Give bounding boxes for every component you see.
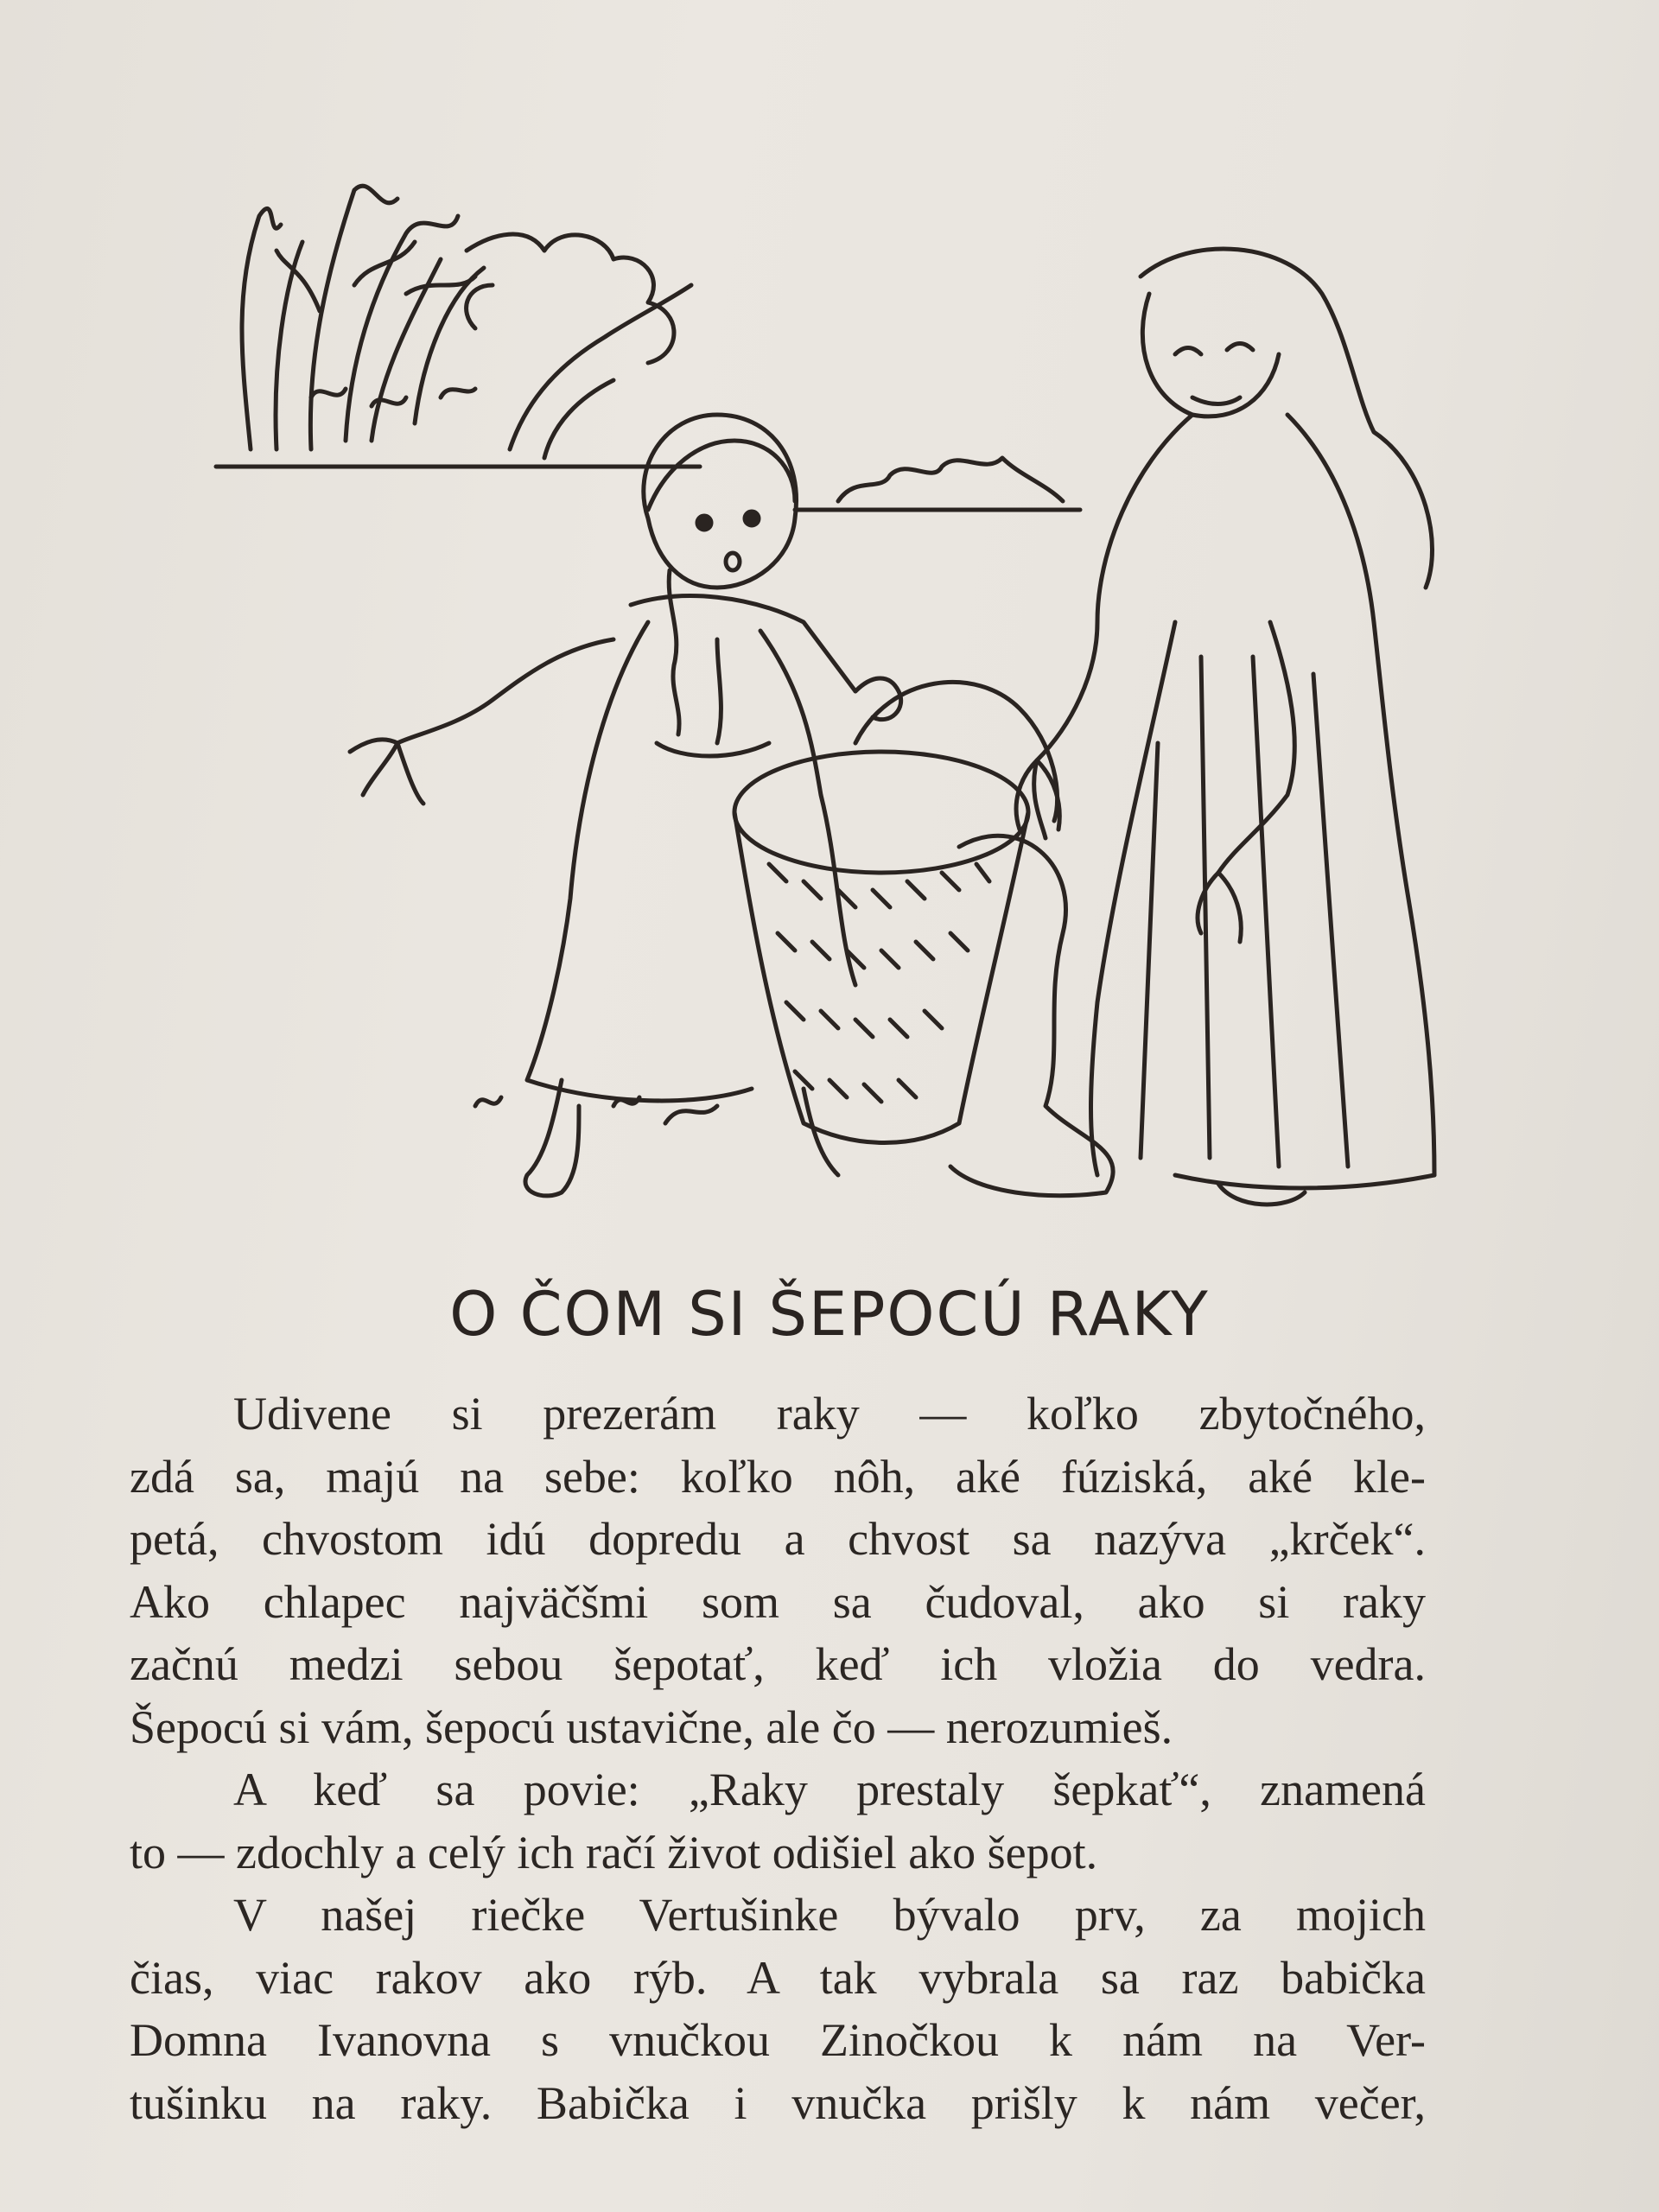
text-line: Domna Ivanovna s vnučkou Zinočkou k nám na Ver- (130, 2014, 1426, 2066)
text-line: Šepocú si vám, šepocú ustavične, ale čo — nerozumieš. (130, 1700, 1173, 1753)
text-line: zdá sa, majú na sebe: koľko nôh, aké fúziská, aké kle- (130, 1450, 1426, 1503)
trees-icon (216, 186, 700, 467)
text-line: to — zdochly a celý ich račí život odišiel ako šepot. (130, 1826, 1098, 1878)
illustration-girl-and-grandmother (199, 138, 1460, 1227)
text-line: A keď sa povie: „Raky prestaly šepkať“, znamená (233, 1764, 1426, 1815)
text-line: Ako chlapec najväčšmi som sa čudoval, ako si raky (130, 1575, 1426, 1628)
text-line: čias, viac rakov ako rýb. A tak vybrala sa raz babička (130, 1951, 1426, 2004)
girl-figure (350, 415, 901, 1196)
chapter-title: O ČOM SI ŠEPOCÚ RAKY (449, 1279, 1210, 1350)
text-line: začnú medzi sebou šepotať, keď ich vložia do vedra. (130, 1638, 1426, 1690)
text-line: petá, chvostom idú dopredu a chvost sa nazýva „krček“. (130, 1513, 1426, 1565)
text-line: V našej riečke Vertušinke bývalo prv, za mojich (233, 1889, 1426, 1941)
basket-icon (734, 682, 1113, 1195)
text-line: tušinku na raky. Babička i vnučka prišly k nám večer, (130, 2076, 1426, 2129)
text-line: Udivene si prezerám raky — koľko zbytočného, (233, 1388, 1426, 1440)
chapter-text (130, 1382, 1426, 2134)
grandmother-figure (1016, 249, 1434, 1205)
